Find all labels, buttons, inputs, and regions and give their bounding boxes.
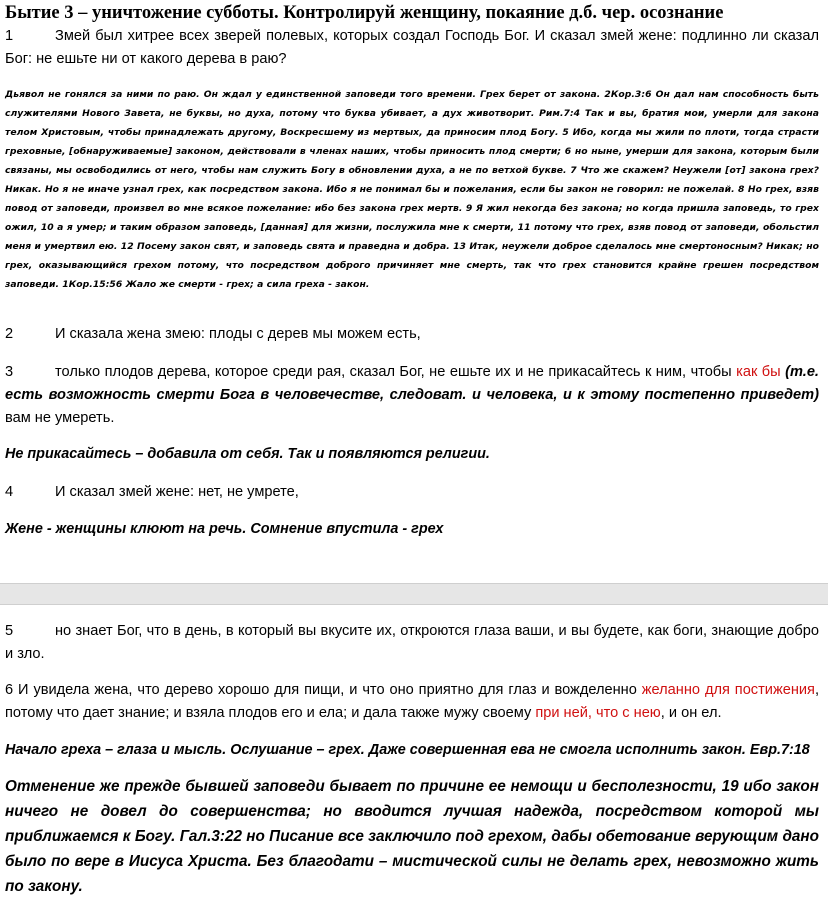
verse-number: 3 (5, 364, 14, 380)
verse-text: И увидела жена, что дерево хорошо для пищи, и что оно приятно для глаз и вожделенно (13, 682, 642, 698)
verse-number: 5 (5, 623, 14, 639)
commentary-paragraph-large: Отменение же прежде бывшей заповеди бывает по причине ее немощи и бесполезности, 19 ибо закон ничего не довел до совершенства; но вводится лучшая надежда, посредством которой мы приближаемся к Богу. Гал.3:22 но Писание все заключило под грехом, дабы обетование верующим дано было по вере в Иисуса Христа. Без благодати – мистической силы не делать грех, невозможно жить по закону. (5, 778, 819, 895)
commentary-line: Жене - женщины клюют на речь. Сомнение впустила - грех (5, 521, 444, 537)
verse-number: 4 (5, 484, 14, 500)
verse-text: но знает Бог, что в день, в который вы вкусите их, откроются глаза ваши, и вы будете, как боги, знающие добро и зло. (5, 623, 819, 662)
verse-4 (5, 481, 819, 504)
verse-3 (5, 361, 819, 430)
verse-text: Змей был хитрее всех зверей полевых, которых создал Господь Бог. И сказал змей жене: подлинно ли сказал Бог: не ешьте ни от какого дерева в раю? (5, 28, 819, 67)
verse-2 (5, 323, 819, 346)
verse-text: , потому что дает знание; и взяла плодов его и ела; и дала также мужу своему (5, 682, 819, 721)
verse-text-end: , и он ел. (660, 705, 722, 721)
commentary-paragraph: Дьявол не гонялся за ними по раю. Он ждал у единственной заповеди того времени. Грех берет от закона. 2Кор.3:6 Он дал нам способность быть служителями Нового Завета, не буквы, но духа, потому что буква убивает, а дух животворит. Рим.7:4 Так и вы, братия мои, умерли для закона телом Христовым, чтобы принадлежать другому, Воскресшему из мертвых, да приносим плод Богу. 5 Ибо, когда мы жили по плоти, тогда страсти греховные, [обнаруживаемые] законом, действовали в членах наших, чтобы приносить плод смерти; 6 но ныне, умерши для закона, которым были связаны, мы освободились от него, чтобы нам служить Богу в обновлении духа, а не по ветхой букве. 7 Что же скажем? Неужели [от] закона грех? Никак. Но я не иначе узнал грех, как посредством закона. Ибо я не понимал бы и пожелания, если бы закон не говорил: не пожелай. 8 Но грех, взяв повод от заповеди, произвел во мне всякое пожелание: ибо без закона грех мертв. 9 Я жил некогда без закона; но когда пришла заповедь, то грех ожил, 10 а я умер; и таким образом заповедь, [данная] для жизни, послужила мне к смерти, 11 потому что грех, взяв повод от заповеди, обольстил меня и умертвил ею. 12 Посему закон свят, и заповедь свята и праведна и добра. 13 Итак, неужели доброе сделалось мне смертоносным? Никак; но грех, оказывающийся грехом потому, что посредством доброго причиняет мне смерть, так что грех становится крайне грешен посредством заповеди. 1Кор.15:56 Жало же смерти - грех; а сила греха - закон. (5, 89, 819, 290)
verse-6 (5, 679, 819, 725)
verse-number: 2 (5, 326, 14, 342)
verse-number: 1 (5, 28, 14, 44)
verse-text: только плодов дерева, которое среди рая, сказал Бог, не ешьте их и не прикасайтесь к ним, чтобы (55, 364, 737, 380)
page-break (0, 583, 828, 605)
verse-1 (5, 25, 819, 71)
red-annotation: при ней, что с нею (535, 705, 661, 721)
commentary-line: Не прикасайтесь – добавила от себя. Так и появляются религии. (5, 446, 490, 462)
document-title: Бытие 3 – уничтожение субботы. Контролируй женщину, покаяние д.б. чер. осознание (5, 3, 724, 23)
bold-annotation: (т.е. есть возможность смерти Бога в человечестве, следоват. и человека, и к этому постепенно приведет) (5, 364, 819, 403)
verse-5 (5, 620, 819, 666)
red-annotation: желанно для постижения (641, 682, 815, 698)
red-annotation: как бы (736, 364, 781, 380)
verse-text-end: вам не умереть. (5, 410, 115, 426)
verse-text: И сказал змей жене: нет, не умрете, (55, 484, 299, 500)
verse-text: И сказала жена змею: плоды с дерев мы можем есть, (55, 326, 421, 342)
commentary-line: Начало греха – глаза и мысль. Ослушание – грех. Даже совершенная ева не смогла исполнить закон. Евр.7:18 (5, 742, 810, 758)
verse-number: 6 (5, 682, 14, 698)
